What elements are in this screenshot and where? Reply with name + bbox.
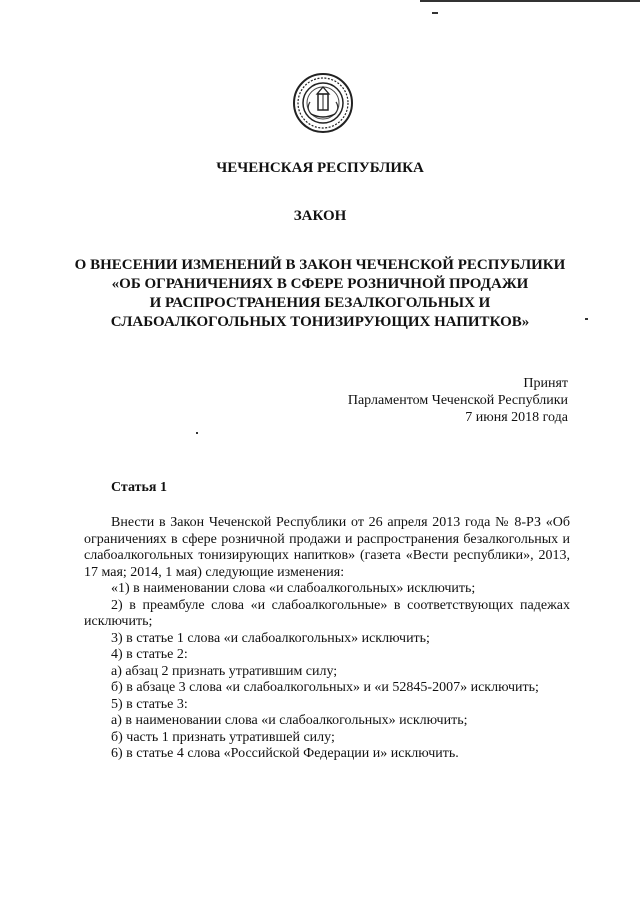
republic-heading: ЧЕЧЕНСКАЯ РЕСПУБЛИКА: [216, 160, 424, 176]
law-title: [60, 256, 580, 332]
article-heading: Статья 1: [111, 480, 167, 495]
adoption-status: Принят: [523, 376, 568, 391]
article-body: [84, 515, 570, 763]
amendment-item: б) часть 1 признать утратившей силу;: [111, 729, 335, 745]
scan-artifact-dot: [585, 318, 588, 320]
amendment-item: 5) в статье 3:: [111, 696, 188, 712]
adoption-body: Парламентом Чеченской Республики: [347, 393, 568, 408]
amendment-item: а) в наименовании слова «и слабоалкогольных» исключить;: [111, 713, 468, 728]
adoption-block: [268, 375, 568, 426]
scan-artifact-dot: [196, 432, 198, 434]
amendment-item: 2) в преамбуле слова «и слабоалкогольные» в соответствующих падежах исключить;: [84, 597, 570, 629]
adoption-date: 7 июня 2018 года: [465, 410, 568, 425]
coat-of-arms-icon: [292, 72, 354, 134]
amendment-item: «1) в наименовании слова «и слабоалкогольных» исключить;: [111, 581, 476, 596]
law-title-line: «ОБ ОГРАНИЧЕНИЯХ В СФЕРЕ РОЗНИЧНОЙ ПРОДАЖИ: [111, 276, 529, 292]
amendment-item: 4) в статье 2:: [111, 647, 188, 662]
amendment-item: б) в абзаце 3 слова «и слабоалкогольных» и «и 52845-2007» исключить;: [111, 680, 539, 695]
amendment-item: а) абзац 2 признать утратившим силу;: [111, 663, 338, 679]
article-intro: Внести в Закон Чеченской Республики от 26 апреля 2013 года № 8-РЗ «Об ограничениях в сфере розничной продажи и распространения безалкогольных и слабоалкогольных тонизирующих напитков» (газета «Вести республики», 2013, 17 мая; 2014, 1 мая) следующие изменения:: [84, 515, 570, 580]
amendment-item: 6) в статье 4 слова «Российской Федерации и» исключить.: [111, 746, 459, 761]
amendment-item: 3) в статье 1 слова «и слабоалкогольных» исключить;: [111, 630, 430, 646]
scan-artifact-line: [420, 0, 640, 2]
law-title-line: СЛАБОАЛКОГОЛЬНЫХ ТОНИЗИРУЮЩИХ НАПИТКОВ»: [110, 314, 530, 330]
law-title-line: И РАСПРОСТРАНЕНИЯ БЕЗАЛКОГОЛЬНЫХ И: [149, 295, 491, 311]
scan-artifact-dot: [432, 12, 438, 14]
law-title-line: О ВНЕСЕНИИ ИЗМЕНЕНИЙ В ЗАКОН ЧЕЧЕНСКОЙ РЕСПУБЛИКИ: [74, 257, 566, 273]
document-type-heading: ЗАКОН: [293, 208, 347, 224]
